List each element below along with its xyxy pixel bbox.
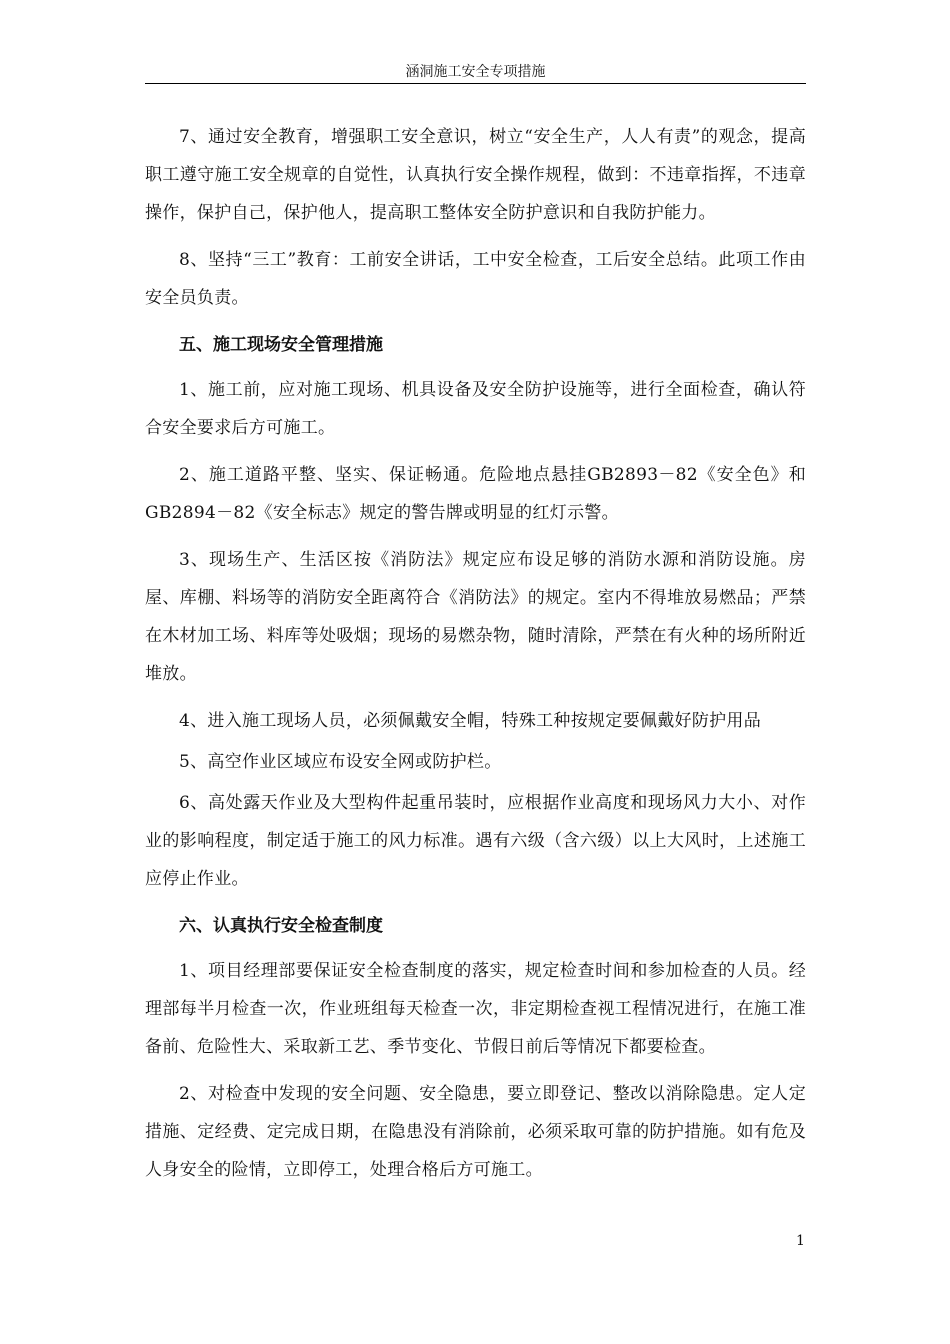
section-6-item-1: 1、项目经理部要保证安全检查制度的落实，规定检查时间和参加检查的人员。经理部每半月检查一次，作业班组每天检查一次，非定期检查视工程情况进行，在施工准备前、危险性大、采取新工艺、季节变化、节假日前后等情况下都要检查。 — [145, 961, 806, 1057]
section-5-item-5: 5、高空作业区域应布设安全网或防护栏。 — [179, 752, 502, 772]
document-body — [145, 118, 806, 1198]
section-6-item-2: 2、对检查中发现的安全问题、安全隐患，要立即登记、整改以消除隐患。定人定措施、定经费、定完成日期，在隐患没有消除前，必须采取可靠的防护措施。如有危及人身安全的险情，立即停工，处理合格后方可施工。 — [145, 1084, 806, 1180]
section-5-item-4: 4、进入施工现场人员，必须佩戴安全帽，特殊工种按规定要佩戴好防护用品 — [179, 711, 762, 731]
section-5-item-2: 2、施工道路平整、坚实、保证畅通。危险地点悬挂GB2893－82《安全色》和GB2894－82《安全标志》规定的警告牌或明显的红灯示警。 — [145, 465, 806, 523]
page-number: 1 — [796, 1233, 805, 1249]
page-header-title: 涵洞施工安全专项措施 — [145, 62, 806, 84]
paragraph-8: 8、坚持“三工”教育：工前安全讲话，工中安全检查，工后安全总结。此项工作由安全员负责。 — [145, 250, 806, 308]
paragraph-7: 7、通过安全教育，增强职工安全意识，树立“安全生产，人人有责”的观念，提高职工遵守施工安全规章的自觉性，认真执行安全操作规程，做到：不违章指挥，不违章操作，保护自己，保护他人，提高职工整体安全防护意识和自我防护能力。 — [145, 127, 806, 223]
section-6-heading: 六、认真执行安全检查制度 — [179, 916, 383, 936]
section-5-item-6: 6、高处露天作业及大型构件起重吊装时，应根据作业高度和现场风力大小、对作业的影响程度，制定适于施工的风力标准。遇有六级（含六级）以上大风时，上述施工应停止作业。 — [145, 793, 806, 889]
section-5-heading: 五、施工现场安全管理措施 — [179, 335, 383, 355]
section-5-item-1: 1、施工前，应对施工现场、机具设备及安全防护设施等，进行全面检查，确认符合安全要求后方可施工。 — [145, 380, 806, 438]
section-5-item-3: 3、现场生产、生活区按《消防法》规定应布设足够的消防水源和消防设施。房屋、库棚、料场等的消防安全距离符合《消防法》的规定。室内不得堆放易燃品；严禁在木材加工场、料库等处吸烟；现场的易燃杂物，随时清除，严禁在有火种的场所附近堆放。 — [145, 550, 806, 684]
